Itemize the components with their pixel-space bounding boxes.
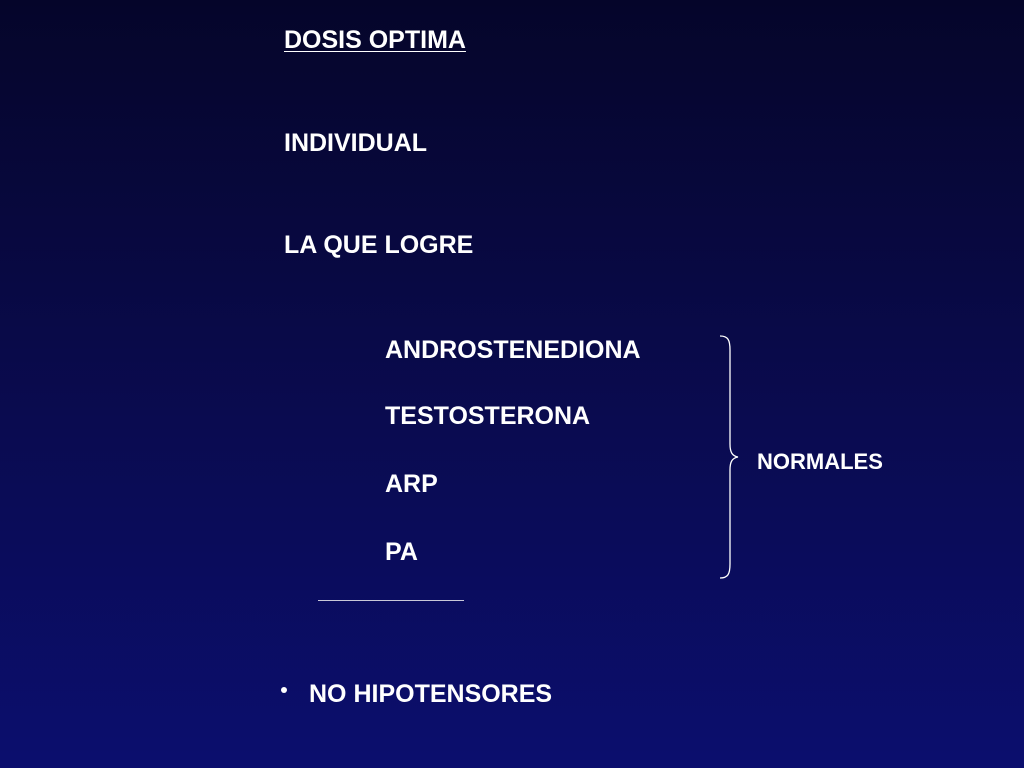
- line-la-que-logre: LA QUE LOGRE: [284, 231, 474, 259]
- bullet-dot-icon: [281, 687, 287, 693]
- hormone-item: TESTOSTERONA: [385, 402, 591, 430]
- hormone-item: ARP: [385, 470, 438, 498]
- right-brace-icon: [718, 334, 742, 580]
- hormone-item: ANDROSTENEDIONA: [385, 336, 641, 364]
- bullet-item: NO HIPOTENSORES: [309, 680, 553, 708]
- slide-title: DOSIS OPTIMA: [284, 26, 466, 54]
- hormone-item: PA: [385, 538, 418, 566]
- line-individual: INDIVIDUAL: [284, 129, 428, 157]
- divider-line: [318, 600, 464, 601]
- brace-label-normales: NORMALES: [757, 449, 883, 474]
